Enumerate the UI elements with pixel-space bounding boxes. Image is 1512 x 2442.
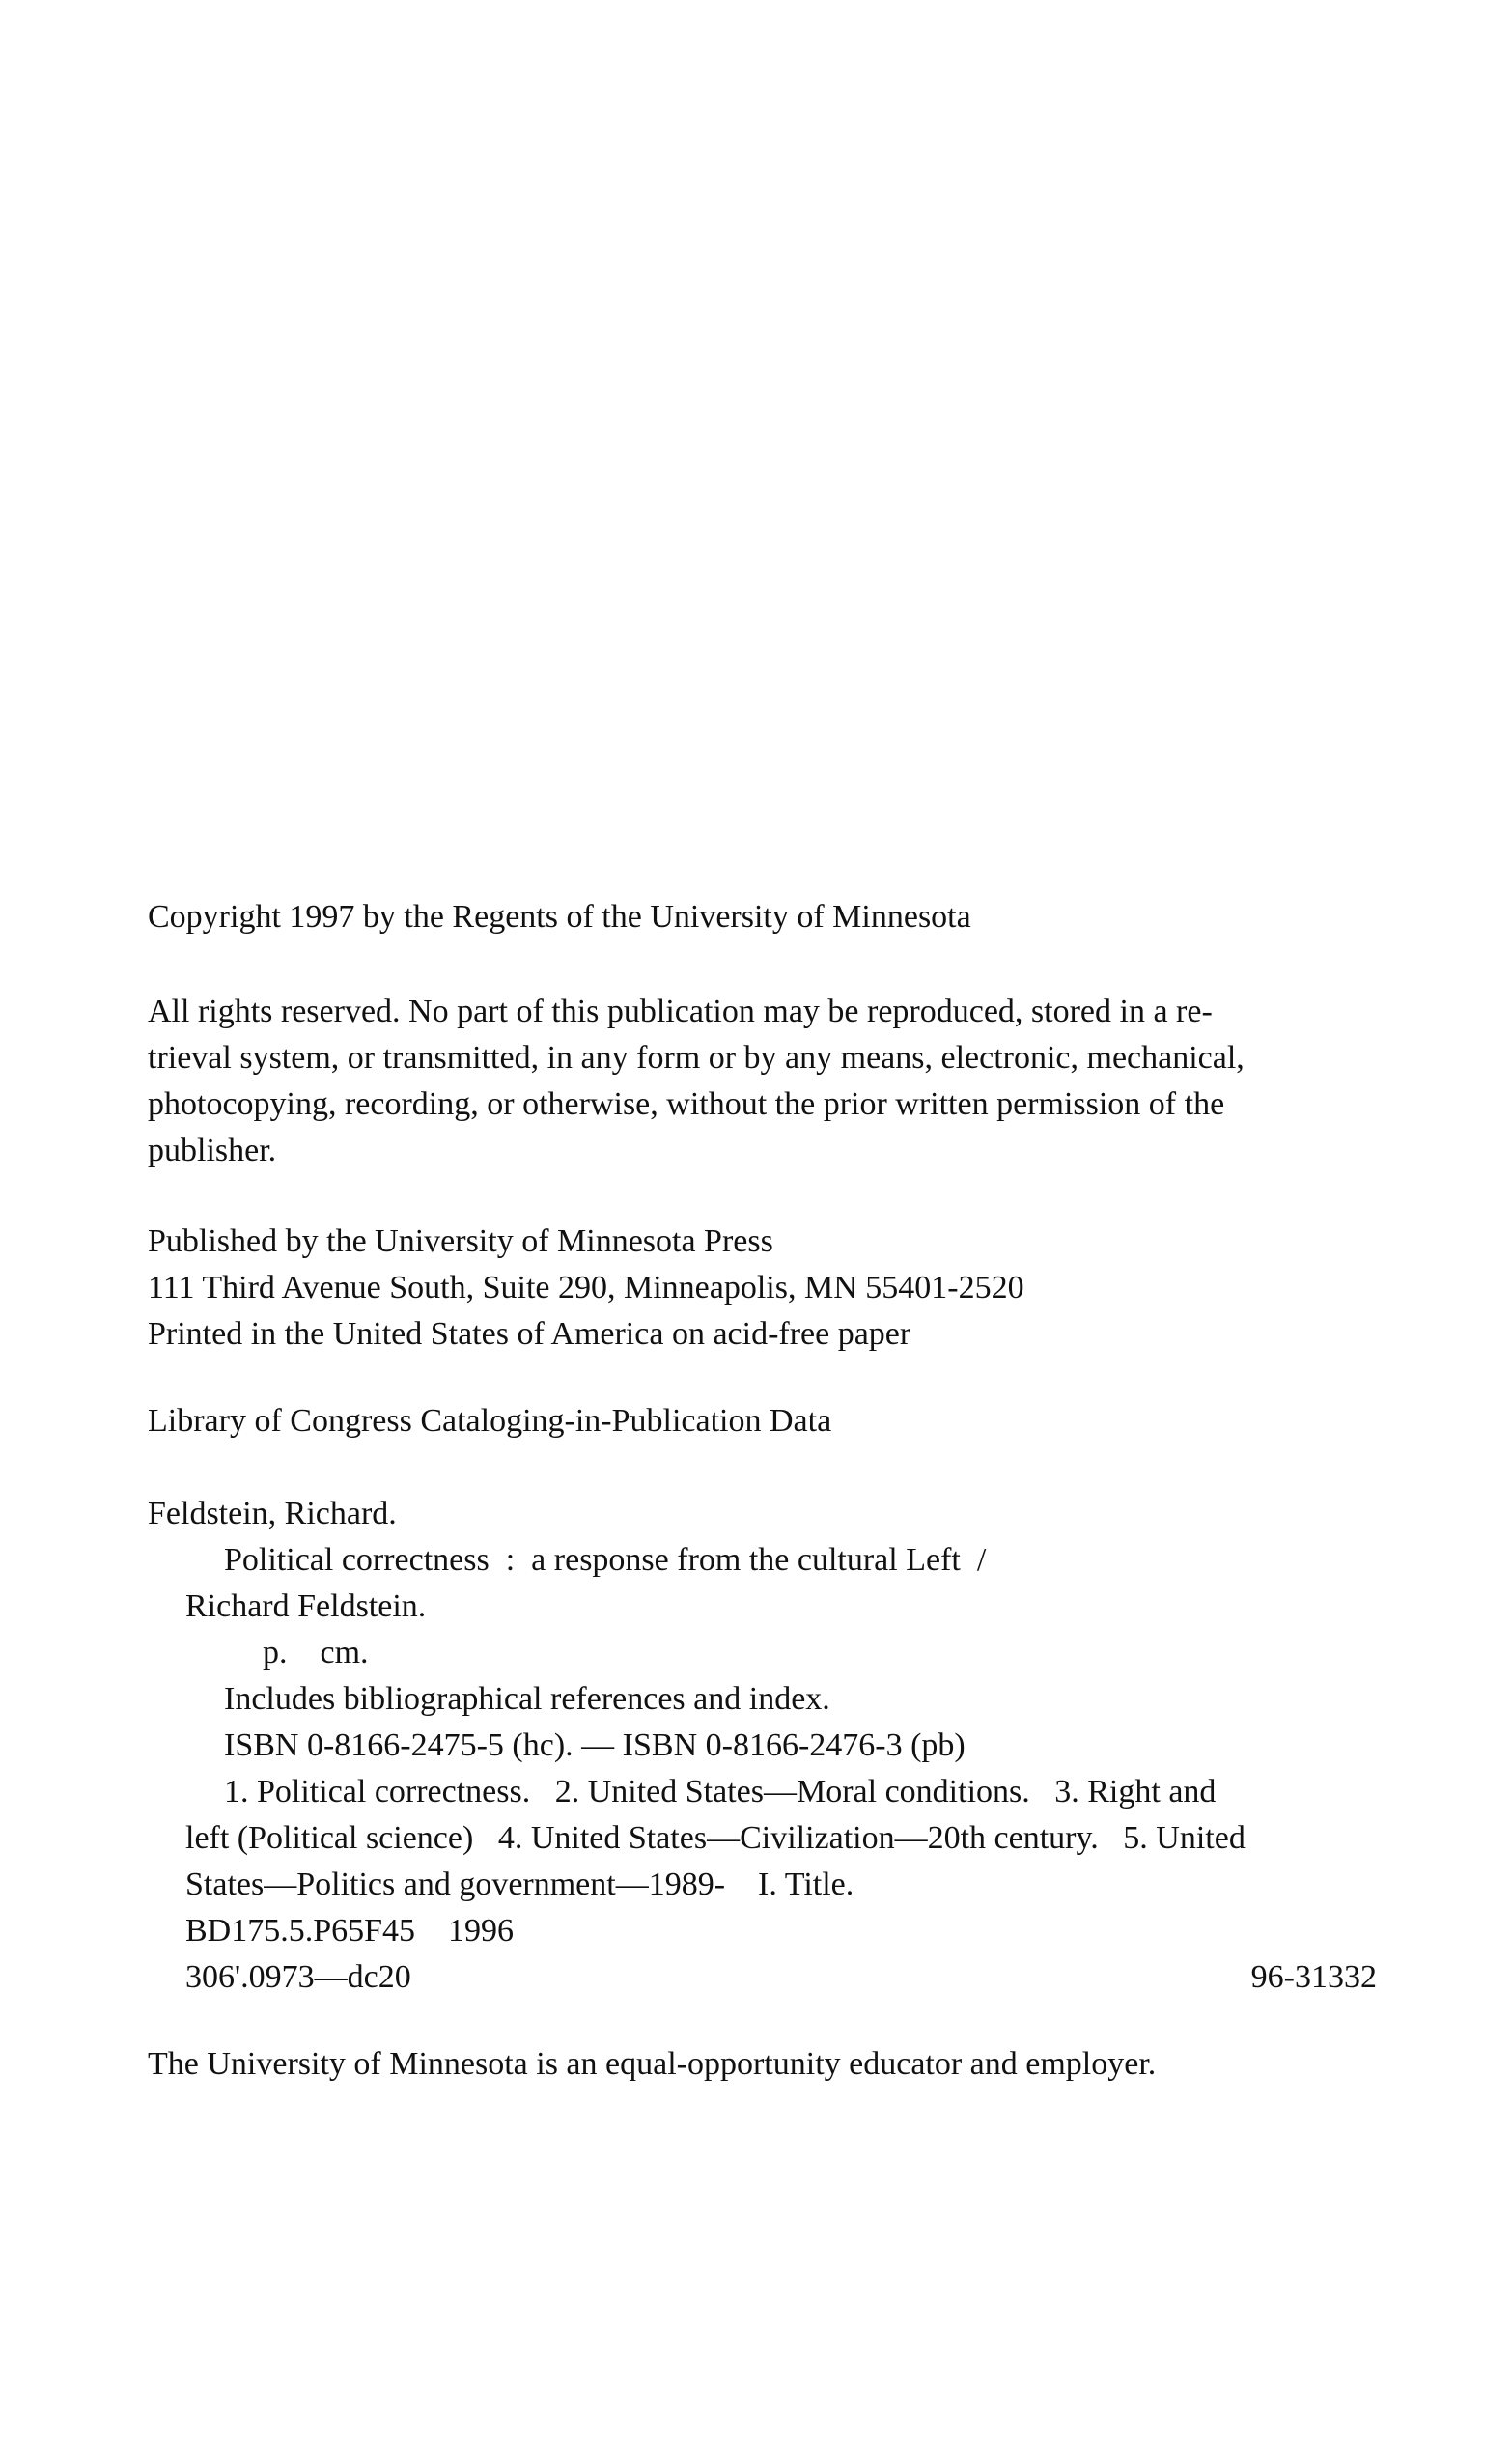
- cip-subjects-1: 1. Political correctness. 2. United States—Moral conditions. 3. Right and: [224, 1774, 1217, 1810]
- cip-includes: Includes bibliographical references and index.: [224, 1681, 830, 1717]
- cip-subjects-3: States—Politics and government—1989- I. Title.: [185, 1867, 854, 1902]
- rights-line-2: trieval system, or transmitted, in any form or by any means, electronic, mechanical,: [148, 1040, 1245, 1076]
- cip-pages: p. cm.: [263, 1635, 369, 1670]
- rights-line-4: publisher.: [148, 1133, 277, 1168]
- cip-isbn: ISBN 0-8166-2475-5 (hc). — ISBN 0-8166-2476-3 (pb): [224, 1727, 966, 1763]
- cip-author: Feldstein, Richard.: [148, 1496, 397, 1531]
- copyright-line: Copyright 1997 by the Regents of the University of Minnesota: [148, 899, 971, 935]
- equal-opportunity-statement: The University of Minnesota is an equal-opportunity educator and employer.: [148, 2046, 1157, 2082]
- cip-lccn: 96-31332: [1250, 1959, 1377, 1995]
- rights-line-1: All rights reserved. No part of this publication may be reproduced, stored in a re-: [148, 994, 1213, 1029]
- publisher-line: Published by the University of Minnesota Press: [148, 1223, 773, 1259]
- rights-line-3: photocopying, recording, or otherwise, without the prior written permission of the: [148, 1086, 1225, 1122]
- cip-author-line: Richard Feldstein.: [185, 1588, 427, 1624]
- cip-heading: Library of Congress Cataloging-in-Publication Data: [148, 1403, 832, 1439]
- cip-subjects-2: left (Political science) 4. United States—Civilization—20th century. 5. United: [185, 1820, 1246, 1856]
- cip-dewey: 306'.0973—dc20: [185, 1959, 411, 1995]
- cip-call-number: BD175.5.P65F45 1996: [185, 1913, 515, 1949]
- printed-line: Printed in the United States of America on acid-free paper: [148, 1316, 911, 1352]
- publisher-address: 111 Third Avenue South, Suite 290, Minneapolis, MN 55401-2520: [148, 1270, 1024, 1305]
- cip-title: Political correctness : a response from the cultural Left /: [224, 1542, 987, 1578]
